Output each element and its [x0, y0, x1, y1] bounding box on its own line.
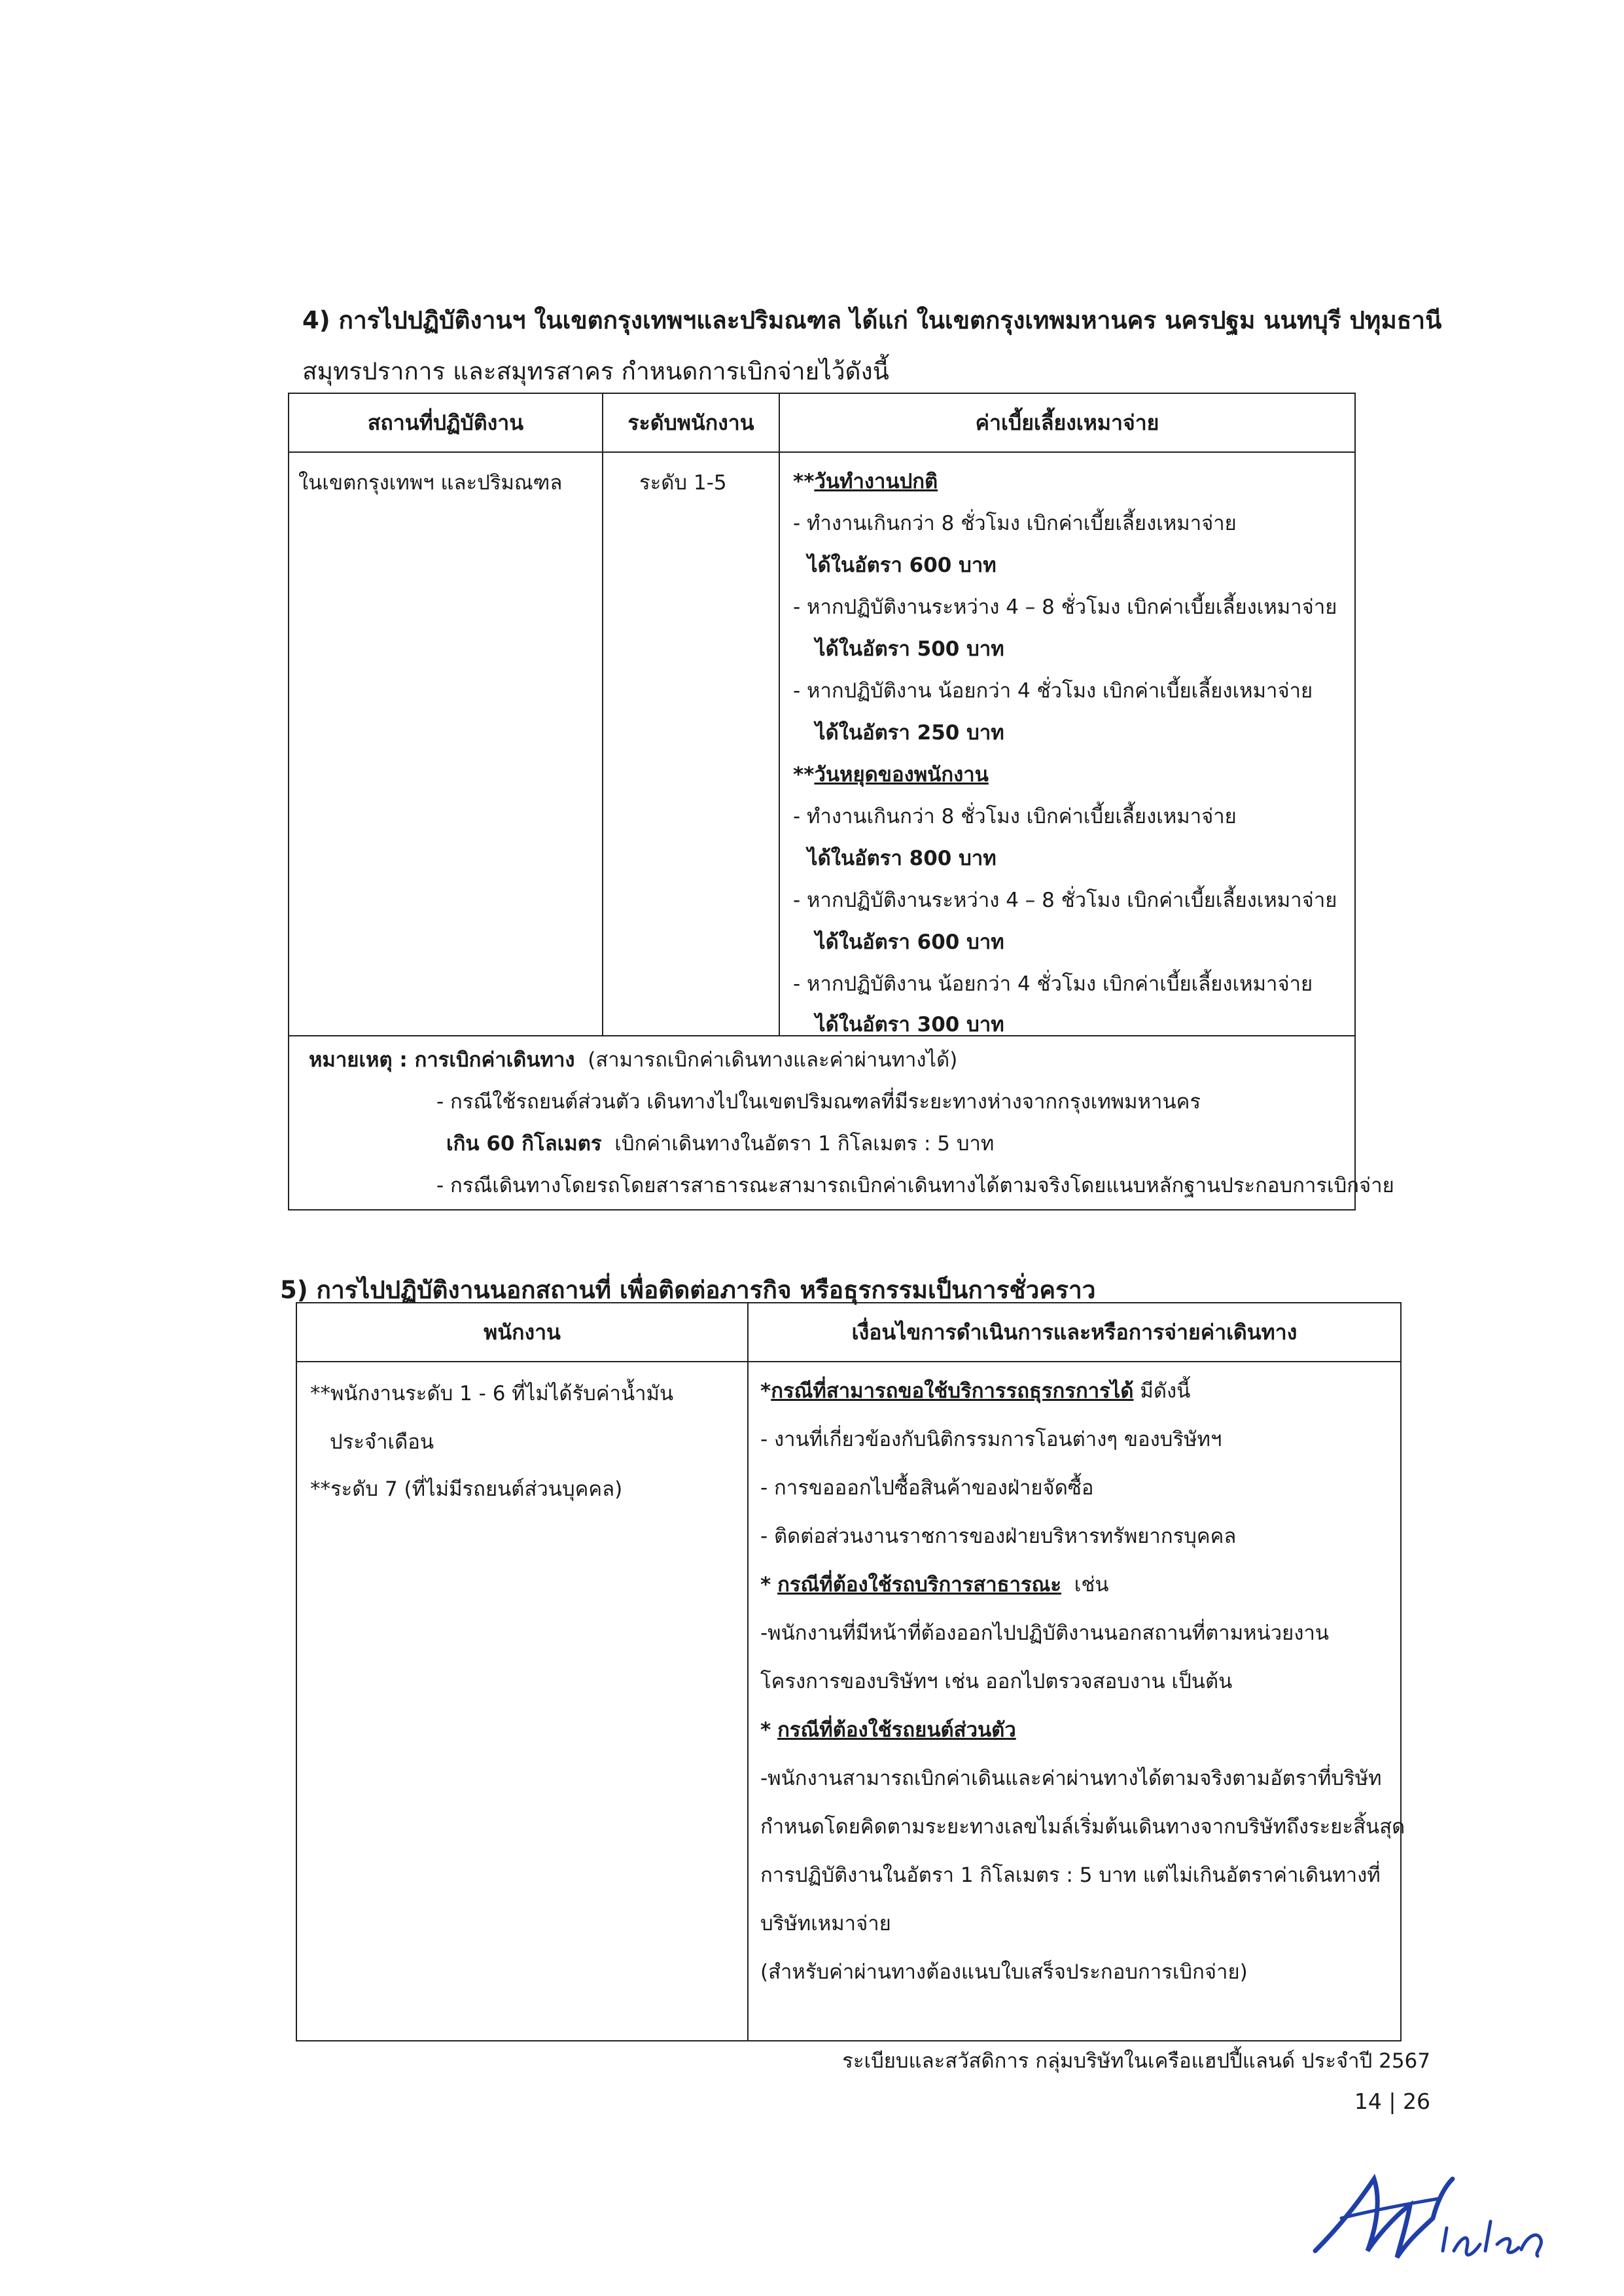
case1-item-1: - งานที่เกี่ยวข้องกับนิติกรรมการโอนต่างๆ ของบริษัทฯ: [760, 1428, 1222, 1451]
note-line-2-bold: เกิน 60 กิโลเมตร: [446, 1132, 602, 1156]
note-line-2-rest: เบิกค่าเดินทางในอัตรา 1 กิโลเมตร : 5 บาท: [614, 1132, 995, 1156]
employee-line-3: **ระดับ 7 (ที่ไม่มีรถยนต์ส่วนบุคคล): [310, 1477, 623, 1501]
handwritten-signature: [1302, 2153, 1577, 2284]
travel-note: [289, 1036, 1394, 1209]
holiday-rate-1: ได้ในอัตรา 800 บาท: [807, 847, 997, 870]
case3-item-5: (สำหรับค่าผ่านทางต้องแนบใบเสร็จประกอบการเบิกจ่าย): [760, 1960, 1248, 1984]
section4-heading-line2: สมุทรปราการ และสมุทรสาคร กำหนดการเบิกจ่ายไว้ดังนี้: [302, 357, 889, 385]
section4-table: [288, 393, 1394, 1210]
workday-rate-3: ได้ในอัตรา 250 บาท: [815, 721, 1004, 745]
case1-item-2: - การขอออกไปซื้อสินค้าของฝ่ายจัดซื้อ: [760, 1476, 1094, 1500]
case3-item-3: การปฏิบัติงานในอัตรา 1 กิโลเมตร : 5 บาท แต่ไม่เกินอัตราค่าเดินทางที่: [760, 1863, 1381, 1887]
case2-suffix: เช่น: [1074, 1573, 1109, 1597]
workday-title: วันทำงานปกติ: [814, 470, 938, 493]
conditions-cell: [749, 1362, 1405, 2040]
holiday-title: วันหยุดของพนักงาน: [814, 763, 989, 786]
level-text: ระดับ 1-5: [639, 471, 727, 495]
case1-suffix: มีดังนี้: [1140, 1379, 1191, 1403]
section5-heading: 5) การไปปฏิบัติงานนอกสถานที่ เพื่อติดต่อภารกิจ หรือธุรกรรมเป็นการชั่วคราว: [280, 1276, 1096, 1304]
header-allowance: ค่าเบี้ยเลี้ยงเหมาจ่าย: [779, 393, 1355, 452]
workday-item-2: - หากปฏิบัติงานระหว่าง 4 – 8 ชั่วโมง เบิกค่าเบี้ยเลี้ยงเหมาจ่าย: [793, 595, 1337, 619]
header-location: สถานที่ปฏิบัติงาน: [289, 393, 603, 452]
case2-item-2: โครงการของบริษัทฯ เช่น ออกไปตรวจสอบงาน เป็นต้น: [760, 1670, 1233, 1693]
star-prefix-2: **: [793, 763, 815, 786]
allowance-cell: [780, 453, 1354, 1035]
workday-rate-1: ได้ในอัตรา 600 บาท: [807, 554, 997, 577]
case2-item-1: -พนักงานที่มีหน้าที่ต้องออกไปปฏิบัติงานนอกสถานที่ตามหน่วยงาน: [760, 1621, 1330, 1645]
case1-title: กรณีที่สามารถขอใช้บริการรถธุรกรการได้: [771, 1379, 1134, 1403]
note-paren: (สามารถเบิกค่าเดินทางและค่าผ่านทางได้): [588, 1048, 958, 1072]
holiday-item-1: - ทำงานเกินกว่า 8 ชั่วโมง เบิกค่าเบี้ยเลี้ยงเหมาจ่าย: [793, 805, 1237, 828]
case1-star: *: [760, 1379, 771, 1403]
case1-item-3: - ติดต่อส่วนงานราชการของฝ่ายบริหารทรัพยากรบุคคล: [760, 1525, 1237, 1548]
location-text: ในเขตกรุงเทพฯ และปริมณฑล: [298, 471, 563, 495]
header-level: ระดับพนักงาน: [603, 393, 779, 452]
workday-rate-2: ได้ในอัตรา 500 บาท: [815, 637, 1004, 661]
workday-item-1: - ทำงานเกินกว่า 8 ชั่วโมง เบิกค่าเบี้ยเลี้ยงเหมาจ่าย: [793, 512, 1237, 535]
header-employee: พนักงาน: [296, 1303, 748, 1362]
case3-item-1: -พนักงานสามารถเบิกค่าเดินและค่าผ่านทางได้ตามจริงตามอัตราที่บริษัท: [760, 1767, 1382, 1790]
note-line-3: - กรณีเดินทางโดยรถโดยสารสาธารณะสามารถเบิกค่าเดินทางได้ตามจริงโดยแนบหลักฐานประกอบการเบิกจ่าย: [436, 1174, 1394, 1197]
case2-title: กรณีที่ต้องใช้รถบริการสาธารณะ: [777, 1573, 1062, 1597]
section5-table: [296, 1302, 1405, 2041]
holiday-item-3: - หากปฏิบัติงาน น้อยกว่า 4 ชั่วโมง เบิกค่าเบี้ยเลี้ยงเหมาจ่าย: [793, 972, 1313, 996]
case2-star: *: [760, 1573, 771, 1597]
section4-heading-line1: 4) การไปปฏิบัติงานฯ ในเขตกรุงเทพฯและปริมณฑล ได้แก่ ในเขตกรุงเทพมหานคร นครปฐม นนทบุรี ปทุมธานี: [302, 306, 1442, 334]
case3-item-4: บริษัทเหมาจ่าย: [760, 1912, 891, 1935]
employee-line-1: **พนักงานระดับ 1 - 6 ที่ไม่ได้รับค่าน้ำมัน: [310, 1382, 674, 1405]
case3-title: กรณีที่ต้องใช้รถยนต์ส่วนตัว: [777, 1718, 1016, 1742]
employee-line-2: ประจำเดือน: [330, 1430, 434, 1454]
holiday-rate-2: ได้ในอัตรา 600 บาท: [815, 930, 1004, 954]
footer-doc-title: ระเบียบและสวัสดิการ กลุ่มบริษัทในเครือแฮปปี้แลนด์ ประจำปี 2567: [842, 2049, 1430, 2073]
holiday-rate-3: ได้ในอัตรา 300 บาท: [815, 1013, 1004, 1036]
note-label: หมายเหตุ : การเบิกค่าเดินทาง: [309, 1048, 575, 1072]
page-number: 14 | 26: [1354, 2089, 1430, 2114]
star-prefix: **: [793, 470, 815, 493]
holiday-item-2: - หากปฏิบัติงานระหว่าง 4 – 8 ชั่วโมง เบิกค่าเบี้ยเลี้ยงเหมาจ่าย: [793, 889, 1337, 912]
case3-star: *: [760, 1718, 771, 1742]
workday-item-3: - หากปฏิบัติงาน น้อยกว่า 4 ชั่วโมง เบิกค่าเบี้ยเลี้ยงเหมาจ่าย: [793, 679, 1313, 703]
employee-cell: [297, 1362, 747, 2040]
header-conditions: เงื่อนไขการดำเนินการและหรือการจ่ายค่าเดินทาง: [748, 1303, 1401, 1362]
case3-item-2: กำหนดโดยคิดตามระยะทางเลขไมล์เริ่มต้นเดินทางจากบริษัทถึงระยะสิ้นสุด: [760, 1815, 1405, 1839]
note-line-1: - กรณีใช้รถยนต์ส่วนตัว เดินทางไปในเขตปริมณฑลที่มีระยะทางห่างจากกรุงเทพมหานคร: [436, 1090, 1201, 1114]
